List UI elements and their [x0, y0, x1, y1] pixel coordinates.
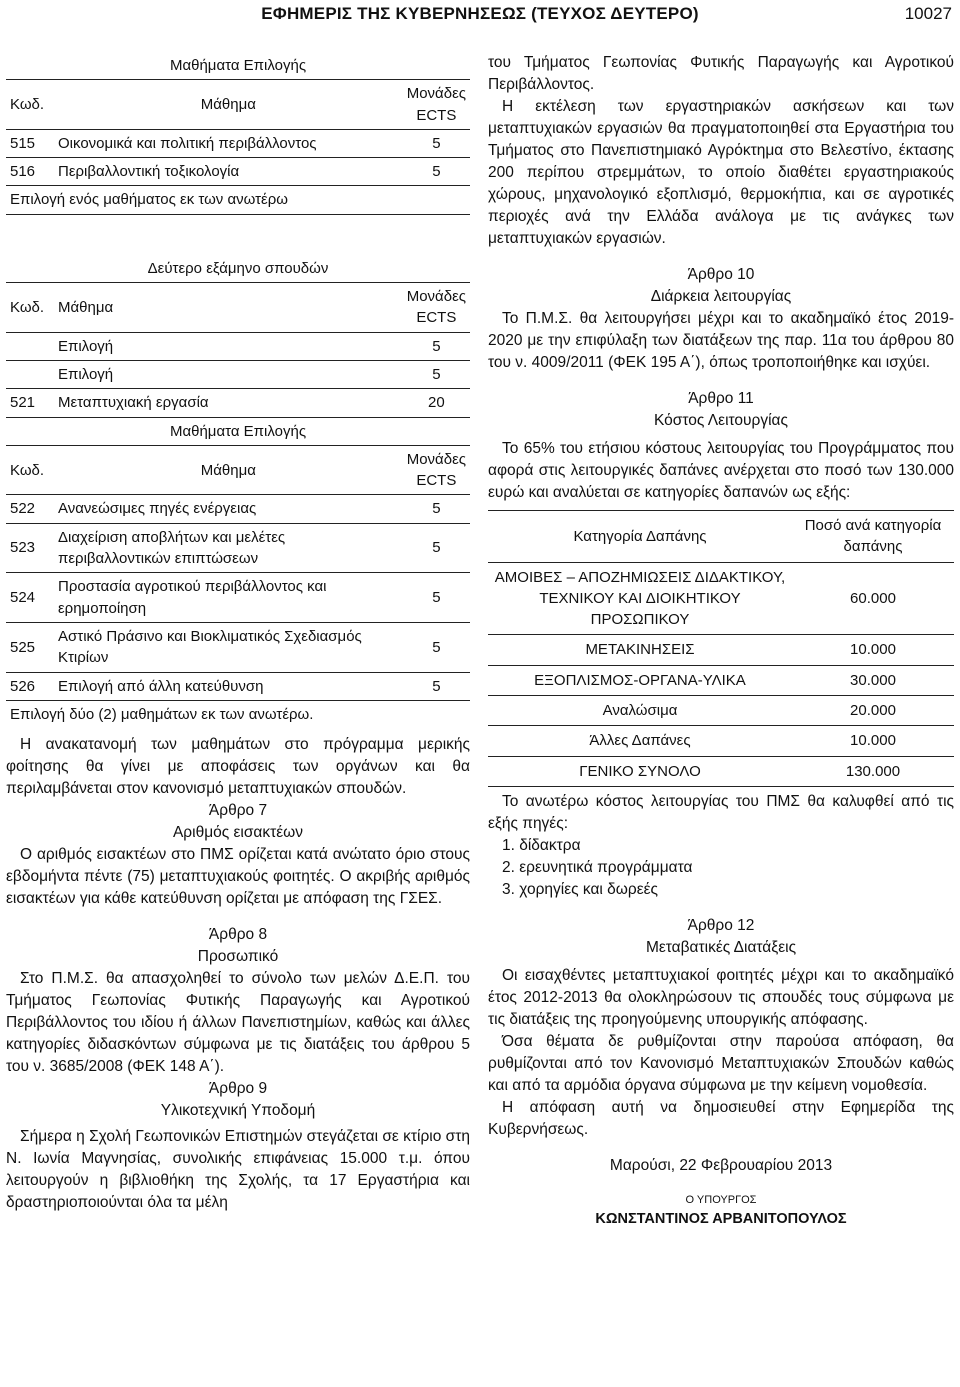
table-row: [6, 332, 470, 360]
course-code: [6, 360, 54, 388]
cost-category: Αναλώσιμα: [488, 696, 792, 726]
cost-category: Άλλες Δαπάνες: [488, 726, 792, 756]
right-column: [488, 52, 954, 1229]
column-header-code: Κωδ.: [6, 445, 54, 495]
course-code: 522: [6, 495, 54, 523]
table-title: Μαθήματα Επιλογής: [6, 52, 470, 80]
course-code: 516: [6, 158, 54, 186]
article-8-subtitle: Προσωπικό: [197, 948, 279, 966]
course-ects: 5: [403, 332, 470, 360]
column-header-ects: Μονάδες ECTS: [403, 283, 470, 333]
column-header-course: Μάθημα: [54, 80, 403, 130]
table-note: Επιλογή ενός μαθήματος εκ των ανωτέρω: [6, 186, 470, 214]
course-ects: 5: [403, 129, 470, 157]
course-name: Περιβαλλοντική τοξικολογία: [54, 158, 403, 186]
table-subtitle: Μαθήματα Επιλογής: [6, 417, 470, 445]
table-row: [6, 129, 470, 157]
paragraph: Η ανακατανομή των μαθημάτων στο πρόγραμμα μερικής φοίτησης θα γίνει με αποφάσεις των οργάνων και θα περιλαμβάνεται στον κανονισμό μεταπτυχιακών σπουδών.: [6, 736, 470, 798]
course-code: 521: [6, 389, 54, 417]
course-name: Επιλογή: [54, 360, 403, 388]
cost-amount: 10.000: [792, 635, 954, 665]
column-header-course: Μάθημα: [54, 445, 403, 495]
table-row: [6, 495, 470, 523]
second-semester-table: [6, 255, 470, 728]
article-7-subtitle: Αριθμός εισακτέων: [172, 824, 304, 842]
gazette-title: ΕΦΗΜΕΡΙΣ ΤΗΣ ΚΥΒΕΡΝΗΣΕΩΣ (ΤΕΥΧΟΣ ΔΕΥΤΕΡΟ): [261, 4, 699, 23]
table-row: [488, 726, 954, 756]
paragraph: Το ανωτέρω κόστος λειτουργίας του ΠΜΣ θα καλυφθεί από τις εξής πηγές:: [488, 792, 954, 832]
table-row: [488, 756, 954, 786]
course-code: 524: [6, 573, 54, 623]
article-7-text: Ο αριθμός εισακτέων στο ΠΜΣ ορίζεται κατά ανώτατο όριο στους εβδομήντα πέντε (75) μεταπτυχιακούς φοιτητές. Ο ακριβής αριθμός εισακτέων για κάθε κατεύθυνση ορίζεται με απόφαση της ΓΣΕΣ.: [6, 846, 470, 908]
article-11-text: Το 65% του ετήσιου κόστους λειτουργίας του Προγράμματος που αφορά στις λειτουργικές δαπάνες ανέρχεται στο ποσό των 130.000 ευρώ και αναλύεται σε κατηγορίες δαπανών ως εξής:: [488, 440, 954, 501]
article-12-text: Οι εισαχθέντες μεταπτυχιακοί φοιτητές μέχρι και το ακαδημαϊκό έτος 2012-2013 θα ολοκληρώσουν τις σπουδές τους σύμφωνα με τις διατάξεις της προηγούμενης υπουργικής απόφασης.: [488, 966, 954, 1028]
paragraph: Η εκτέλεση των εργαστηριακών ασκήσεων και των μεταπτυχιακών εργασιών θα πραγματοποιηθεί στα Εργαστήρια του Τμήματος στο Πανεπιστημιακό Αγρόκτημα στο Βελεστίνο, έκτασης 200 περίπου στρεμμάτων, το οποίο διαθέτει εργαστηριακούς χώρους, μηχανολογικό εξοπλισμό, θερμοκήπια, και σε αγροτικές περιοχές ανά την Ελλάδα ανάλογα με τις ανάγκες των μεταπτυχιακών εργασιών.: [488, 98, 954, 247]
article-8-text: Στο Π.Μ.Σ. θα απασχοληθεί το σύνολο των μελών Δ.Ε.Π. του Τμήματος Γεωπονίας Φυτικής Παραγωγής και Αγροτικού Περιβάλλοντος του ιδίου ή άλλων Πανεπιστημίων, καθώς και άλλες κατηγορίες διδασκόντων σύμφωνα με τις διατάξεις του άρθρου 5 του ν. 3685/2008 (ΦΕΚ 148 Α΄).: [6, 970, 470, 1076]
table-row: [6, 523, 470, 573]
cost-amount: 20.000: [792, 696, 954, 726]
course-ects: 5: [403, 158, 470, 186]
cost-category: ΕΞΟΠΛΙΣΜΟΣ-ΟΡΓΑΝΑ-ΥΛΙΚΑ: [488, 665, 792, 695]
course-name: Επιλογή: [54, 332, 403, 360]
course-name: Αστικό Πράσινο και Βιοκλιματικός Σχεδιασμός Κτιρίων: [54, 622, 403, 672]
course-ects: 5: [403, 672, 470, 700]
list-item: 2. ερευνητικά προγράμματα: [502, 858, 693, 876]
article-10-title: Άρθρο 10: [687, 266, 755, 283]
table-row: [6, 360, 470, 388]
course-name: Διαχείριση αποβλήτων και μελέτες περιβαλλοντικών επιπτώσεων: [54, 523, 403, 573]
elective-courses-table: [6, 52, 470, 215]
course-ects: 5: [403, 573, 470, 623]
table-row: [6, 573, 470, 623]
cost-category: ΜΕΤΑΚΙΝΗΣΕΙΣ: [488, 635, 792, 665]
cost-amount: 60.000: [792, 562, 954, 635]
article-12-text: Η απόφαση αυτή να δημοσιευθεί στην Εφημερίδα της Κυβερνήσεως.: [488, 1098, 954, 1138]
course-code: 525: [6, 622, 54, 672]
course-code: 515: [6, 129, 54, 157]
column-header-ects: Μονάδες ECTS: [403, 445, 470, 495]
cost-amount: 10.000: [792, 726, 954, 756]
course-name: Επιλογή από άλλη κατεύθυνση: [54, 672, 403, 700]
page-number: 10027: [904, 4, 952, 23]
cost-amount: 30.000: [792, 665, 954, 695]
article-12-title: Άρθρο 12: [687, 916, 755, 934]
course-name: Προστασία αγροτικού περιβάλλοντος και ερημοποίηση: [54, 573, 403, 623]
table-row: [488, 635, 954, 665]
column-header-course: Μάθημα: [54, 283, 403, 333]
course-code: [6, 332, 54, 360]
cost-category: ΓΕΝΙΚΟ ΣΥΝΟΛΟ: [488, 756, 792, 786]
column-header-category: Κατηγορία Δαπάνης: [488, 511, 792, 563]
article-12-subtitle: Μεταβατικές Διατάξεις: [645, 938, 797, 956]
funding-sources-list: [502, 835, 954, 901]
article-9-title: Άρθρο 9: [208, 1080, 268, 1098]
course-ects: 5: [403, 360, 470, 388]
article-9-subtitle: Υλικοτεχνική Υποδομή: [160, 1102, 316, 1120]
table-row: [488, 562, 954, 635]
page-header: [0, 0, 960, 30]
cost-table: [488, 510, 954, 787]
course-ects: 5: [403, 495, 470, 523]
course-code: 523: [6, 523, 54, 573]
course-ects: 5: [403, 523, 470, 573]
table-row: [6, 389, 470, 417]
place-date: Μαρούσι, 22 Φεβρουαρίου 2013: [609, 1156, 833, 1174]
minister-name: ΚΩΝΣΤΑΝΤΙΝΟΣ ΑΡΒΑΝΙΤΟΠΟΥΛΟΣ: [595, 1210, 847, 1227]
course-name: Ανανεώσιμες πηγές ενέργειας: [54, 495, 403, 523]
table-row: [488, 665, 954, 695]
table-row: [6, 622, 470, 672]
list-item: 1. δίδακτρα: [502, 836, 581, 854]
list-item: 3. χορηγίες και δωρεές: [502, 880, 658, 898]
column-header-ects: Μονάδες ECTS: [403, 80, 470, 130]
course-name: Οικονομικά και πολιτική περιβάλλοντος: [54, 129, 403, 157]
cost-amount: 130.000: [792, 756, 954, 786]
article-10-text: Το Π.Μ.Σ. θα λειτουργήσει μέχρι και το ακαδημαϊκό έτος 2019-2020 με την επιφύλαξη των διατάξεων της παρ. 11α του άρθρου 80 του ν. 4009/2011 (ΦΕΚ 195 Α΄), όπως τροποποιήθηκε και ισχύει.: [488, 310, 954, 371]
article-8-title: Άρθρο 8: [208, 926, 268, 944]
course-code: 526: [6, 672, 54, 700]
course-name: Μεταπτυχιακή εργασία: [54, 389, 403, 417]
course-ects: 20: [403, 389, 470, 417]
article-11-title: Άρθρο 11: [688, 390, 754, 407]
table-row: [6, 672, 470, 700]
article-12-text: Όσα θέματα δε ρυθμίζονται στην παρούσα απόφαση, θα ρυθμίζονται από τον Κανονισμό Μεταπτυχιακών Σπουδών καθώς και από τα αρμόδια όργανα σύμφωνα με την κείμενη νομοθεσία.: [488, 1032, 954, 1094]
table-row: [488, 696, 954, 726]
left-column: [6, 52, 470, 1214]
course-ects: 5: [403, 622, 470, 672]
minister-title: Ο ΥΠΟΥΡΓΟΣ: [685, 1193, 757, 1206]
paragraph-continuation: του Τμήματος Γεωπονίας Φυτικής Παραγωγής και Αγροτικού Περιβάλλοντος.: [488, 54, 954, 93]
article-10-subtitle: Διάρκεια λειτουργίας: [650, 288, 792, 305]
article-11-subtitle: Κόστος Λειτουργίας: [654, 412, 788, 429]
table-row: [6, 158, 470, 186]
column-header-amount: Ποσό ανά κατηγορία δαπάνης: [792, 511, 954, 563]
article-9-text: Σήμερα η Σχολή Γεωπονικών Επιστημών στεγάζεται σε κτίριο στη Ν. Ιωνία Μαγνησίας, συνολικής επιφάνειας 15.000 τ.μ. όπου λειτουργούν η βιβλιοθήκη της Σχολής, τα 17 Εργαστήρια και δραστηριοποιούνται όλα τα μέλη: [6, 1128, 470, 1212]
table-note: Επιλογή δύο (2) μαθημάτων εκ των ανωτέρω.: [6, 700, 470, 728]
cost-category: ΑΜΟΙΒΕΣ – ΑΠΟΖΗΜΙΩΣΕΙΣ ΔΙΔΑΚΤΙΚΟΥ, ΤΕΧΝΙΚΟΥ ΚΑΙ ΔΙΟΙΚΗΤΙΚΟΥ ΠΡΟΣΩΠΙΚΟΥ: [488, 562, 792, 635]
column-header-code: Κωδ.: [6, 283, 54, 333]
article-7-title: Άρθρο 7: [208, 802, 268, 820]
table-title: Δεύτερο εξάμηνο σπουδών: [6, 255, 470, 283]
column-header-code: Κωδ.: [6, 80, 54, 130]
